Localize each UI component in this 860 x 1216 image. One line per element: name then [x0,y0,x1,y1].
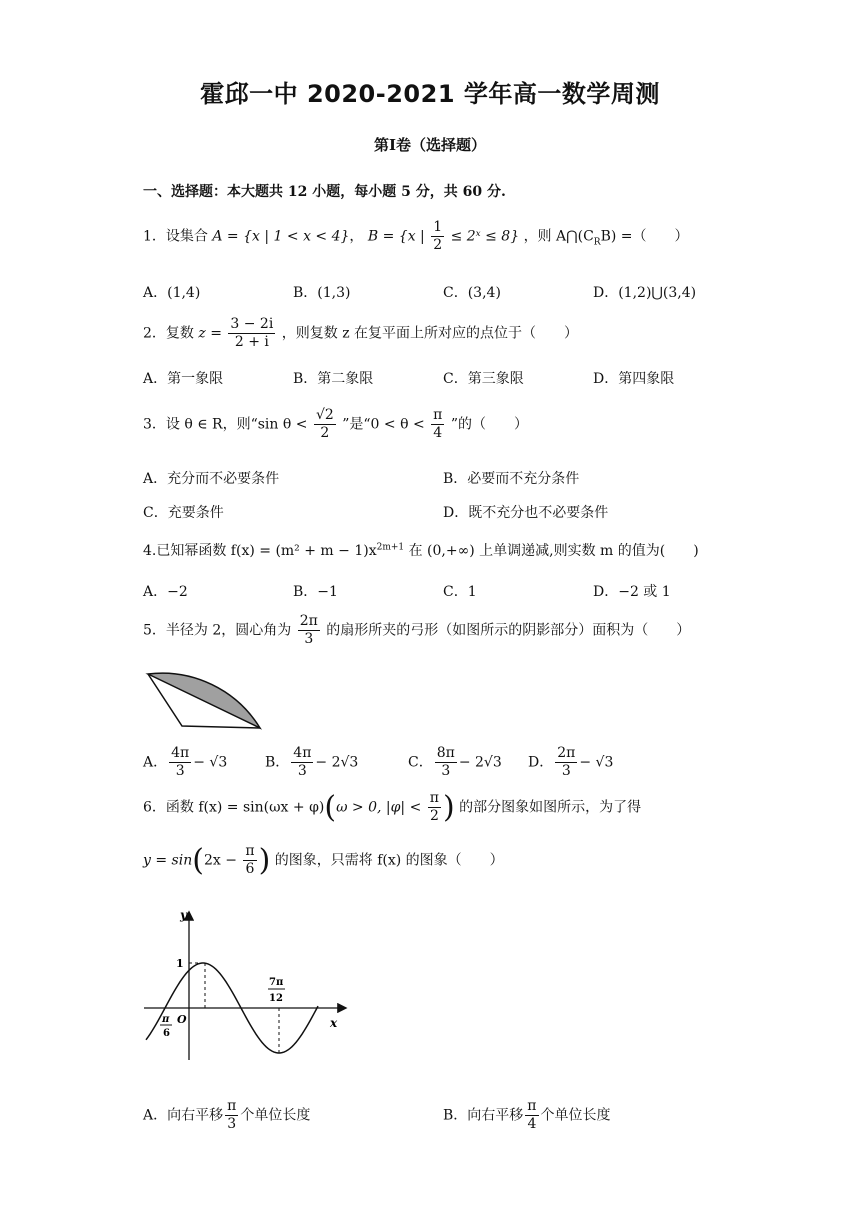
q1-option-a: A．(1,4) [143,285,201,301]
right-den: 12 [269,993,283,1004]
q1-fraction: $\frac{1}{2}$ [433,219,443,253]
q1-option-c: C．(3,4) [443,285,501,301]
q1-set-a: A = {x | 1 < x < 4} [212,228,350,245]
q2-fraction: $\frac{3 - 2i}{2 + i}$ [230,316,274,350]
y-one-label: 1 [176,957,184,970]
q6-tail: 的部分图象如图所示，为了得 [459,799,642,816]
q1-tail: ，则 A⋂(C [523,228,594,245]
part-title: 第Ⅰ卷（选择题） [373,136,487,154]
q3-option-c: C．充要条件 [143,505,224,521]
q4-option-b: B．−1 [293,584,338,600]
q1-option-d: D．(1,2)⋃(3,4) [593,285,697,301]
question-6: 6．函数 f(x) = sin(ωx + φ)(ω > 0, |φ| < $\frac{\pi}{2}$ ) 的部分图象如图所示，为了得 [143,790,642,825]
question-1: 1．设集合 A = {x | 1 < x < 4}， B = {x | $\frac{1}{2}$ ≤ 2ˣ ≤ 8} ，则 $A⋂(C_RB)$ =（ ） [143,219,689,253]
q1-set-b-post: ≤ 2ˣ ≤ 8} [450,228,520,245]
q3-option-b: B．必要而不充分条件 [443,471,580,487]
q4-exponent: 2m+1 [376,542,405,553]
question-4 [143,540,699,560]
q5-option-c: C． $\frac{8\pi}{3}$ − 2√3 [408,745,502,779]
q2-option-b: B．第二象限 [293,371,374,387]
q3-tail: ”的（ ） [450,416,528,433]
question-5 [143,613,690,648]
q1-tail-2: B) =（ ） [600,228,689,245]
q5-option-a: A． $\frac{4\pi}{3}$ − √3 [143,745,228,779]
q4-option-d: D．−2 或 1 [593,584,671,600]
q6-pre: 6．函数 f(x) = sin(ωx + φ) [143,799,325,816]
q6-line2-pre: y = sin [143,852,193,869]
question-3 [143,407,528,442]
q2-option-d: D．第四象限 [593,371,675,387]
q2-number: 2．复数 [143,325,194,342]
q4-option-a: A．−2 [143,584,188,600]
q1-subscript: R [593,237,601,248]
origin-label: O [177,1013,187,1026]
q4-text: 4.已知幂函数 f(x) = (m² + m − 1)x [143,543,377,559]
q5-fraction: $\frac{2\pi}{3}$ [299,613,318,647]
x-label: x [330,1016,338,1030]
sine-graph [140,905,355,1065]
q1-number: 1．设集合 [143,228,208,245]
left-den: 6 [163,1028,170,1039]
q3-option-d: D．既不充分也不必要条件 [443,505,609,521]
page-title: 霍邱一中 2020-2021 学年高一数学周测 [200,80,660,108]
q2-option-a: A．第一象限 [143,371,224,387]
right-num: 7π [269,977,284,988]
q6-condition: ω > 0, |φ| < [336,799,422,816]
q2-z: z = [198,325,222,342]
q5-pre: 5．半径为 2，圆心角为 [143,622,292,639]
q4-tail: 在 (0,+∞) 上单调递减,则实数 m 的值为( ) [408,543,699,559]
q2-option-c: C．第三象限 [443,371,524,387]
q5-option-b: B． $\frac{4\pi}{3}$ − 2√3 [265,745,359,779]
segment-figure [140,660,270,740]
q3-fraction-1: $\frac{√2}{2}$ [315,407,334,441]
q1-option-b: B．(1,3) [293,285,351,301]
q4-option-c: C．1 [443,584,477,600]
q3-number: 3．设 θ ∈ R，则“sin θ < [143,416,308,433]
q6-fraction-2: $\frac{\pi}{6}$ [245,843,255,877]
y-label: y [180,908,187,922]
question-6-line-2: y = sin(2x − $\frac{\pi}{6}$ ) 的图象，只需将 f(x) 的图象（ ） [143,843,504,878]
q6-line2-tail: 的图象，只需将 f(x) 的图象（ ） [274,852,504,869]
q3-fraction-2: $\frac{\pi}{4}$ [433,407,443,441]
left-num: π [162,1014,170,1025]
q3-option-a: A．充分而不必要条件 [143,471,280,487]
q6-option-a: A．向右平移 $\frac{\pi}{3}$ 个单位长度 [143,1098,311,1132]
section-heading: 一、选择题：本大题共 12 小题，每小题 5 分，共 60 分. [143,184,506,200]
q3-mid: ”是“0 < θ < [342,416,425,433]
q5-tail: 的扇形所夹的弓形（如图所示的阴影部分）面积为（ ） [326,622,691,639]
q5-option-d: D． $\frac{2\pi}{3}$ − √3 [528,745,614,779]
q1-set-b-pre: B = {x | [367,228,425,245]
q6-line2-inner: 2x − [203,852,237,869]
q6-fraction: $\frac{\pi}{2}$ [429,790,439,824]
q2-tail: ，则复数 z 在复平面上所对应的点位于（ ） [281,325,579,342]
q6-option-b: B．向右平移 $\frac{\pi}{4}$ 个单位长度 [443,1098,611,1132]
question-2 [143,316,578,351]
